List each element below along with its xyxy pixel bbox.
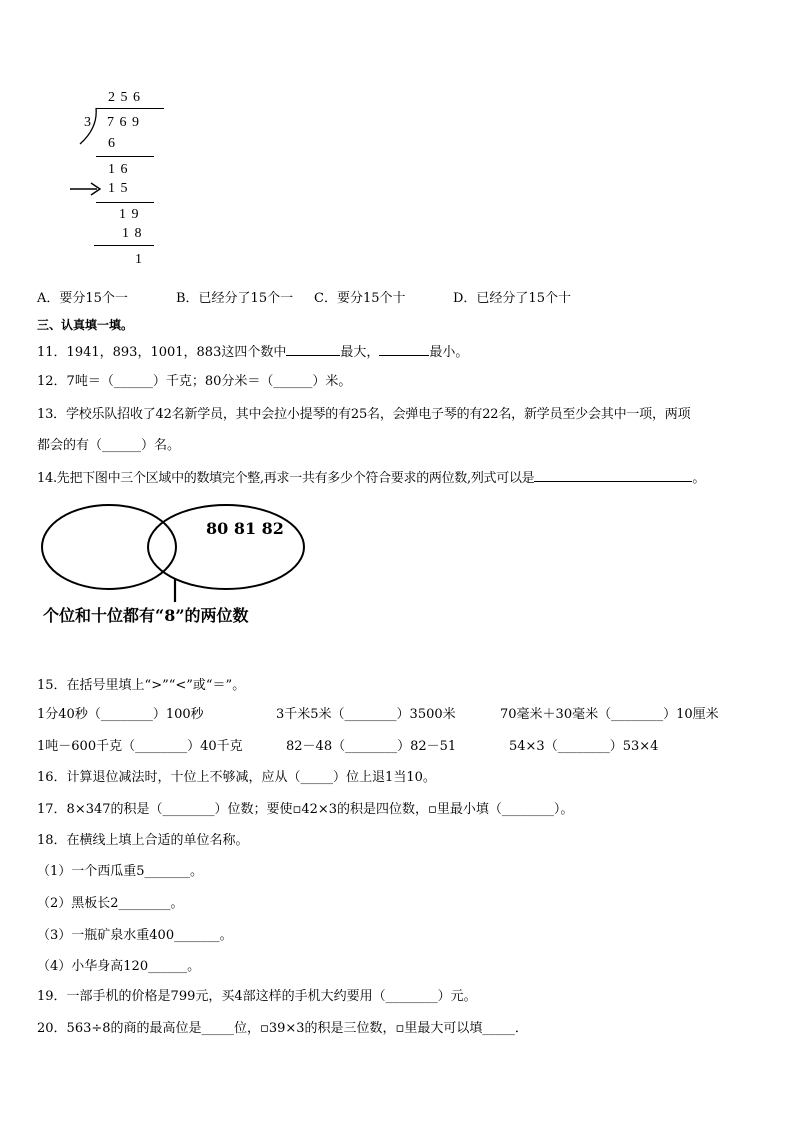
division-step-5: 1 8 (122, 226, 143, 241)
option-d: D．已经分了15个十 (453, 291, 571, 306)
quotient: 2 5 6 (108, 90, 141, 105)
q14-end: 。 (692, 471, 706, 486)
question-13-line-2: 都会的有（______）名。 (37, 438, 181, 453)
section-title: 三、认真填一填。 (37, 318, 134, 332)
division-step-2: 1 6 (108, 162, 129, 177)
division-line-1 (96, 156, 154, 157)
division-line-2 (96, 202, 154, 203)
q15-row1-item3: 70毫米＋30毫米（________）10厘米 (500, 707, 719, 722)
division-step-1: 6 (108, 136, 115, 151)
question-13-line-1: 13．学校乐队招收了42名新学员，其中会拉小提琴的有25名，会弹电子琴的有22名，新学员至少会其中一项，两项 (37, 407, 691, 422)
question-14 (37, 469, 705, 487)
division-remainder: 1 (135, 252, 142, 267)
q15-row2-item3: 54×3（________）53×4 (509, 739, 659, 754)
division-bar (96, 108, 164, 109)
left-circle (42, 505, 176, 589)
dividend: 7 6 9 (107, 115, 140, 130)
q15-row1-item1: 1分40秒（________）100秒 (37, 707, 204, 722)
q15-row1-item2: 3千米5米（________）3500米 (276, 707, 456, 722)
q11-after: 最小。 (429, 345, 469, 360)
right-circle (148, 505, 304, 589)
question-18-title: 18．在横线上填上合适的单位名称。 (37, 833, 249, 848)
q14-text: 14.先把下图中三个区域中的数填完个整,再求一共有多少个符合要求的两位数,列式可以是 (37, 471, 535, 486)
question-16: 16．计算退位减法时，十位上不够减，应从（_____）位上退1当10。 (37, 770, 436, 785)
divisor: 3 (84, 115, 91, 130)
option-b: B．已经分了15个一 (176, 291, 294, 306)
question-19: 19．一部手机的价格是799元，买4部这样的手机大约要用（________）元。 (37, 989, 477, 1004)
q11-before: 11．1941，893，1001，883这四个数中 (37, 345, 287, 360)
arrow-right-icon (91, 183, 100, 195)
division-step-4: 1 9 (119, 207, 140, 222)
option-c: C．要分15个十 (314, 291, 406, 306)
question-17: 17．8×347的积是（________）位数；要使▫42×3的积是四位数，▫里最小填（________）。 (37, 802, 574, 817)
division-step-3: 1 5 (108, 181, 129, 196)
venn-right-numbers: 80 81 82 (206, 519, 284, 538)
venn-caption: 个位和十位都有“8”的两位数 (43, 606, 249, 625)
q15-row2-item1: 1吨－600千克（________）40千克 (37, 739, 243, 754)
q18-item-3: （3）一瓶矿泉水重400_______。 (37, 928, 233, 943)
question-12: 12．7吨＝（______）千克；80分米＝（______）米。 (37, 374, 352, 389)
q15-row2-item2: 82－48（________）82－51 (286, 739, 457, 754)
q11-mid: 最大， (340, 345, 380, 360)
q18-item-1: （1）一个西瓜重5_______。 (37, 864, 204, 879)
option-a: A．要分15个一 (37, 291, 128, 306)
q18-item-4: （4）小华身高120______。 (37, 959, 201, 974)
question-20: 20．563÷8的商的最高位是_____位，▫39×3的积是三位数，▫里最大可以填_____． (37, 1021, 528, 1036)
division-line-3 (94, 245, 154, 246)
blank (379, 343, 429, 356)
blank (286, 343, 340, 356)
question-11 (37, 343, 468, 361)
question-15-title: 15．在括号里填上“>”“<”或“＝”。 (37, 678, 246, 693)
blank (534, 469, 692, 482)
q18-item-2: （2）黑板长2________。 (37, 896, 184, 911)
